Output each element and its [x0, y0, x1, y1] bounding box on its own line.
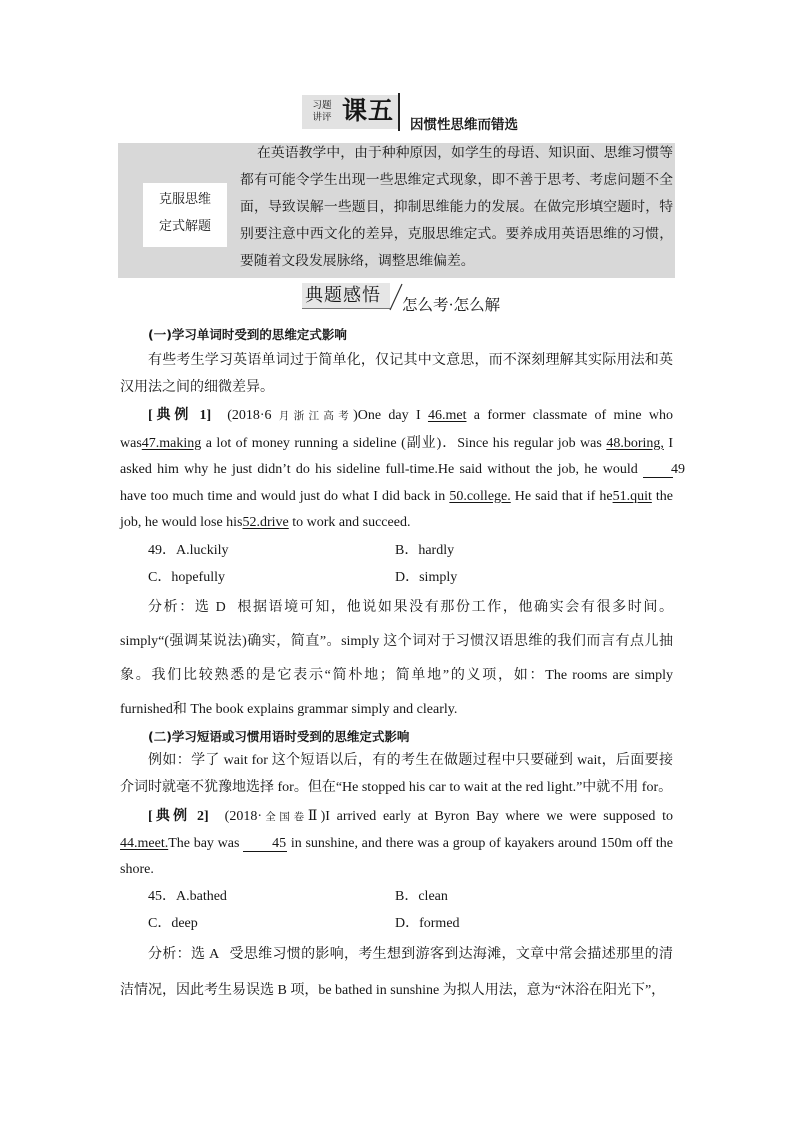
option-a: 49．A.luckily	[148, 542, 229, 558]
main-content	[120, 322, 685, 1009]
example2-source-close: Ⅱ)	[307, 808, 326, 824]
passage-text: He said that if he	[510, 488, 613, 504]
analysis-label: 分析：选 D	[148, 599, 226, 615]
intro-label-line1: 克服思维	[158, 191, 211, 206]
answer-48: 48.boring,	[606, 435, 664, 451]
header-tag-top: 习题	[312, 100, 332, 111]
intro-label	[143, 183, 227, 247]
option-d: D．formed	[395, 915, 460, 931]
analysis-text: 受思维习惯的影响，考生想到游客到达海滩，文章中常会描述那里的清洁情况，因此考生易误选 B 项，be bathed in sunshine 为拟人用法，意为“沐浴在阳光下”，	[120, 946, 673, 998]
example1-passage	[120, 403, 685, 537]
answer-52: 52.drive	[242, 515, 289, 530]
header-tag	[305, 100, 339, 124]
passage-text: in sunshine, and there was a group of kayakers around 150m off the shore.	[120, 835, 673, 877]
option-c: C．hopefully	[148, 569, 225, 585]
passage-text: a former classmate of mine who was	[120, 408, 674, 451]
lesson-title: 课五	[342, 98, 395, 125]
passage-text: to work and succeed.	[288, 515, 411, 530]
intro-label-line2: 定式解题	[158, 218, 211, 233]
answer-50: 50.college.	[449, 488, 511, 504]
example1-source-close: )	[353, 408, 358, 423]
options-row	[120, 883, 673, 910]
example2-options	[120, 883, 673, 937]
option-d: D．simply	[395, 569, 458, 585]
passage-text: I asked him why he just didn’t do his sideline full-time.He said without the job, he would	[120, 435, 674, 477]
example2-source-open: (2018·	[224, 808, 262, 824]
example2-label: [典例 2]	[148, 808, 209, 824]
answer-46: 46.met	[427, 408, 467, 423]
option-b: B．clean	[395, 888, 448, 904]
options-row	[120, 910, 673, 937]
section2-intro: 例如：学了 wait for 这个短语以后，有的考生在做题过程中只要碰到 wait，后面要接介词时就毫不犹豫地选择 for。但在“He stopped his car to wait at the red light.”中就不用 for。	[120, 752, 673, 795]
lesson-subtitle: 因惯性思维而错选	[410, 117, 518, 132]
banner-title: 典题感悟	[305, 285, 381, 306]
example1-source-small: 月浙江高考	[278, 411, 354, 422]
option-c: C．deep	[148, 915, 198, 931]
example1-options	[120, 537, 673, 591]
header-divider	[398, 93, 400, 131]
blank-45: 45	[243, 836, 287, 852]
answer-47: 47.making	[141, 435, 202, 451]
banner-subtitle: 怎么考·怎么解	[402, 297, 501, 314]
example1-source-open: (2018·6	[227, 408, 279, 423]
section1-intro: 有些考生学习英语单词过于简单化，仅记其中文意思，而不深刻理解其实际用法和英汉用法之间的细微差异。	[120, 353, 673, 395]
passage-text: I arrived early at Byron Bay where we were supposed to	[325, 808, 673, 824]
blank-49: 49	[643, 462, 673, 478]
analysis-label: 分析：选 A	[148, 946, 220, 962]
passage-text: The bay was	[168, 835, 244, 851]
example1-analysis	[120, 591, 673, 727]
header-tag-bottom: 讲评	[312, 112, 332, 123]
analysis-text: 根据语境可知，他说如果没有那份工作，他确实会有很多时间。simply“(强调某说法)确实，简直”。simply 这个词对于习惯汉语思维的我们而言有点儿抽象。我们比较熟悉的是它表示“简朴地；简单地”的义项，如：The rooms are simply furnished和 The book explains grammar simply and clearly.	[120, 599, 673, 717]
answer-44: 44.meet.	[120, 835, 169, 851]
section2-heading: (二)学习短语或习惯用语时受到的思维定式影响	[148, 728, 410, 744]
example2-source-small: 全国卷	[262, 811, 308, 823]
section1-heading: (一)学习单词时受到的思维定式影响	[148, 327, 347, 342]
answer-51: 51.quit	[612, 488, 652, 504]
passage-text: the job, he would lose his	[120, 488, 674, 530]
intro-text: 在英语教学中，由于种种原因，如学生的母语、知识面、思维习惯等都有可能令学生出现一些思维定式现象，即不善于思考、考虑问题不全面，导致误解一些题目，抑制思维能力的发展。在做完形填空题时，特别要注意中西文化的差异，克服思维定式。要养成用英语思维的习惯，要随着文段发展脉络，调整思维偏差。	[240, 145, 673, 268]
option-b: B．hardly	[395, 542, 455, 558]
passage-text: have too much time and would just do what I did back in	[120, 488, 450, 504]
example2-analysis	[120, 937, 673, 1009]
passage-text: One day I	[357, 408, 428, 423]
passage-text: a lot of money running a sideline (副业)．Since his regular job was	[201, 435, 607, 451]
example2-passage	[120, 804, 673, 883]
options-row	[120, 564, 673, 591]
options-row	[120, 537, 673, 564]
example1-label: [典例 1]	[148, 408, 212, 423]
option-a: 45．A.bathed	[148, 888, 227, 904]
